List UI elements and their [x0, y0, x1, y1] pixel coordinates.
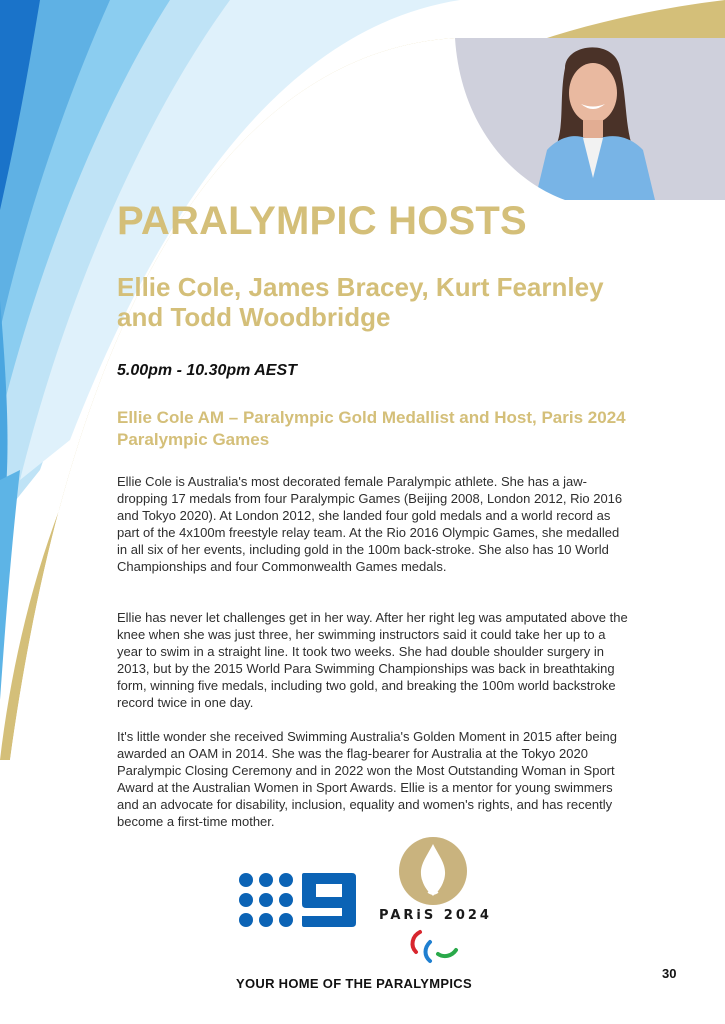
broadcast-time: 5.00pm - 10.30pm AEST [117, 362, 297, 379]
hosts-names: Ellie Cole, James Bracey, Kurt Fearnley and Todd Woodbridge [117, 272, 604, 332]
photo-curve-mask [455, 38, 725, 208]
page-title: PARALYMPIC HOSTS [117, 199, 527, 243]
bio-paragraph-1: Ellie Cole is Australia's most decorated female Paralympic athlete. She has a jaw-dropping 17 medals from four Paralympic Games (Beijing 2008, London 2012, Rio 2016 and Tokyo 2020). At London 2012, she landed four gold medals and a world record as part of the 4x100m freestyle relay team. At the Rio 2016 Olympic Games, she medalled in all six of her events, including gold in the 100m back-stroke. She also has 10 World Championships and four Commonwealth Games medals. [117, 474, 623, 574]
paris-2024-wordmark: PARiS 2024 [379, 908, 492, 923]
bio-paragraph-3: It's little wonder she received Swimming Australia's Golden Moment in 2015 after being awarded an OAM in 2014. She was the flag-bearer for Australia at the Tokyo 2020 Paralympic Closing Ceremony and in 2022 won the Most Outstanding Woman in Sport Award at the Australian Women in Sport Awards. Ellie is a mentor for young swimmers and an advocate for disability, inclusion, equality and women's rights, and has recently become a first-time mother. [117, 729, 617, 829]
footer-tagline: YOUR HOME OF THE PARALYMPICS [236, 976, 472, 991]
bio-paragraph-2: Ellie has never let challenges get in her way. After her right leg was amputated above the knee when she was just three, her swimming instructors said it could take her up to a year to swim in a straight line. It took two weeks. She had double shoulder surgery in 2013, but by the 2015 World Para Swimming Championships was back in breathtaking form, winning five medals, including two gold, and breaking the 100m world backstroke record twice in one day. [117, 610, 628, 710]
page-number: 30 [662, 966, 677, 981]
profile-subheading: Ellie Cole AM – Paralympic Gold Medallist and Host, Paris 2024 Paralympic Games [117, 408, 626, 449]
